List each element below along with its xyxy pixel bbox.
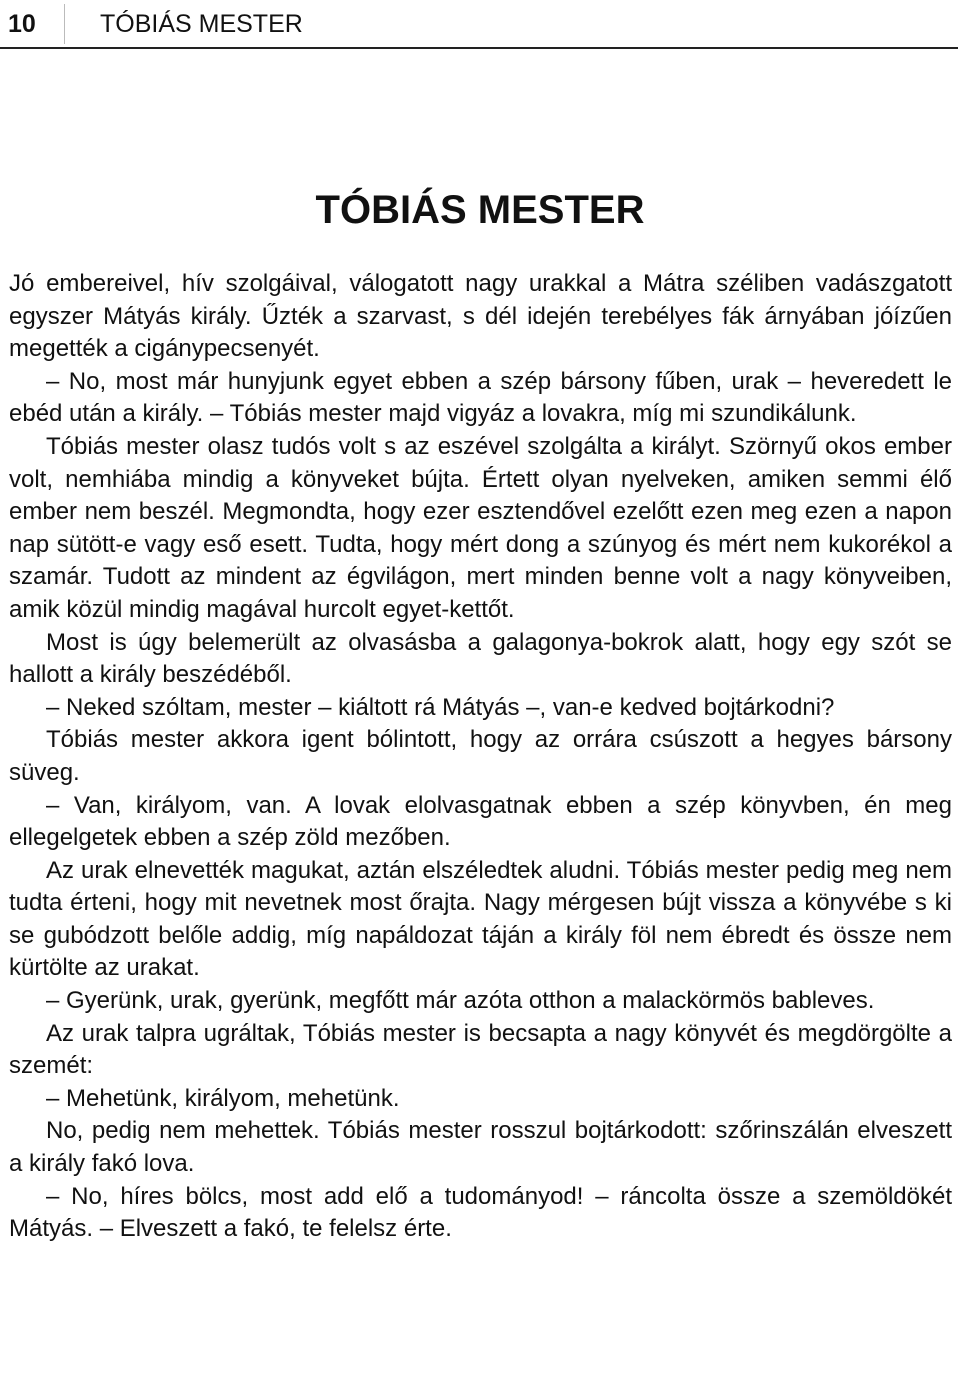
paragraph: – Gyerünk, urak, gyerünk, megfőtt már azóta otthon a malackörmös bableves. [46, 987, 875, 1015]
paragraph: Tóbiás mester akkora igent bólintott, hogy az orrára csúszott a hegyes bársony süveg. [9, 726, 952, 786]
page-number: 10 [8, 10, 36, 38]
body-text [9, 268, 952, 1246]
paragraph: No, pedig nem mehettek. Tóbiás mester rosszul bojtárkodott: szőrinszálán elveszett a király fakó lova. [9, 1117, 952, 1178]
header-separator [64, 4, 65, 44]
paragraph: Jó embereivel, hív szolgáival, válogatott nagy urakkal a Mátra széliben vadászgatott egyszer Mátyás király. Űzték a szarvast, s dél idején terebélyes fák árnyában jóízűen megették a cigánypecsenyét. [9, 270, 952, 363]
paragraph: – Van, királyom, van. A lovak elolvasgatnak ebben a szép könyvben, én meg ellegelgetek ebben a szép zöld mezőben. [9, 791, 952, 852]
paragraph: Az urak elnevették magukat, aztán elszéledtek aludni. Tóbiás mester pedig meg nem tudta érteni, hogy mit nevetnek most őrajta. Nagy mérgesen bújt vissza a könyvébe s ki se gubódzott belőle addig, míg napáldozat táján a király föl nem ébredt és össze nem kürtölte az urakat. [9, 856, 952, 982]
paragraph: – No, híres bölcs, most add elő a tudományod! – ráncolta össze a szemöldökét Mátyás. – Elveszett a fakó, te felelsz érte. [9, 1182, 952, 1243]
paragraph: Tóbiás mester olasz tudós volt s az eszével szolgálta a királyt. Szörnyű okos ember volt, nemhiába mindig a könyveket bújta. Értett olyan nyelveken, amiken semmi élő ember nem beszél. Megmondta, hogy ezer esztendővel ezelőtt ezen meg ezen a napon nap sütött-e vagy eső esett. Tudta, hogy mért dong a szúnyog és mért nem kukorékol a szamár. Tudott az mindent az égvilágon, mert minden benne volt a nagy könyveiben, amik közül mindig magával hurcolt egyet-kettőt. [9, 432, 952, 623]
chapter-title: TÓBIÁS MESTER [315, 188, 645, 232]
paragraph: – Neked szóltam, mester – kiáltott rá Mátyás –, van-e kedved bojtárkodni? [46, 693, 835, 721]
header-rule [0, 47, 958, 49]
paragraph: Most is úgy belemerült az olvasásba a galagonya-bokrok alatt, hogy egy szót se hallott a király beszédéből. [9, 628, 952, 689]
paragraph: – No, most már hunyjunk egyet ebben a szép bársony fűben, urak – heveredett le ebéd után a király. – Tóbiás mester majd vigyáz a lovakra, míg mi szundikálunk. [9, 367, 952, 428]
running-title: TÓBIÁS MESTER [100, 10, 303, 38]
paragraph: – Mehetünk, királyom, mehetünk. [46, 1084, 400, 1112]
paragraph: Az urak talpra ugráltak, Tóbiás mester is becsapta a nagy könyvét és megdörgölte a szemét: [9, 1019, 952, 1080]
page-header [0, 0, 960, 48]
